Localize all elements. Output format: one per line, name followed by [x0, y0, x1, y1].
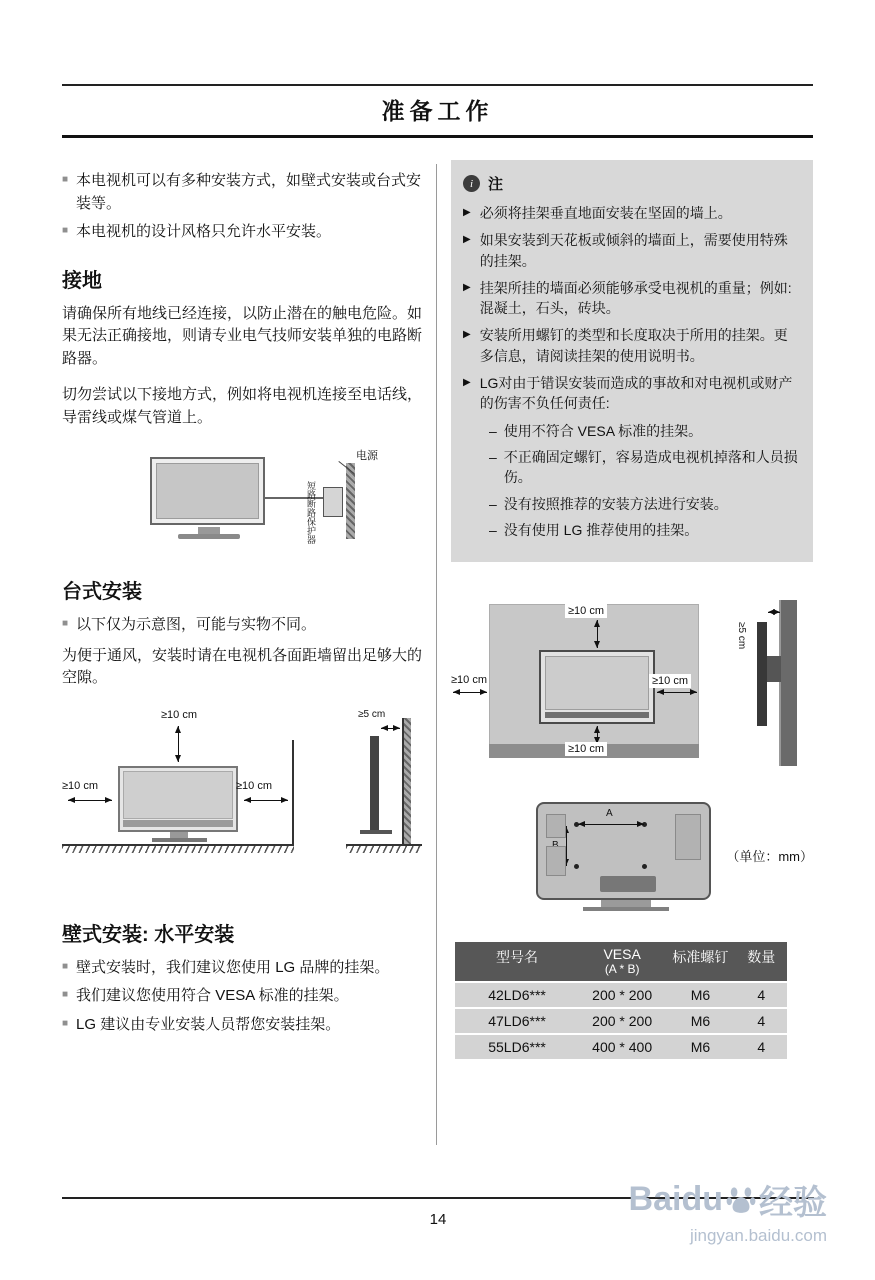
clearance-arrow-right — [244, 800, 288, 801]
cell-model: 42LD6*** — [488, 986, 546, 1003]
content-columns — [62, 160, 813, 1145]
circuit-breaker-box — [323, 487, 343, 517]
cell-qty: 4 — [757, 1038, 766, 1055]
note-item-text: 安装所用螺钉的类型和长度取决于所用的挂架。更多信息，请阅读挂架的使用说明书。 — [479, 327, 788, 364]
note-item — [463, 230, 801, 271]
clearance-label-bottom: ≥10 cm — [565, 742, 607, 756]
clearance-label-side: ≥5 cm — [358, 708, 386, 720]
tv-front-view — [118, 766, 238, 832]
tv-stand-base — [583, 907, 669, 911]
clearance-label-top: ≥10 cm — [161, 708, 197, 721]
arrow-bullet-icon: ▶ — [463, 329, 471, 341]
note-item-text: 必须将挂架垂直地面安装在坚固的墙上。 — [479, 205, 732, 221]
cell-screw: M6 — [690, 1012, 711, 1029]
cell-qty: 4 — [757, 986, 766, 1003]
cell-screw: M6 — [690, 1038, 711, 1055]
list-item-text: 以下仅为示意图，可能与实物不同。 — [76, 616, 317, 633]
arrow-bullet-icon: ▶ — [463, 234, 471, 246]
desktop-paragraph: 为便于通风，安装时请在电视机各面距墙留出足够大的空隙。 — [62, 646, 423, 686]
intro-list — [62, 170, 424, 244]
dash-icon: – — [489, 521, 497, 538]
dash-icon: – — [489, 422, 497, 439]
clearance-label-left: ≥10 cm — [62, 779, 98, 792]
note-box — [451, 160, 813, 562]
list-item-text: 壁式安装时，我们建议您使用 LG 品牌的挂架。 — [76, 958, 390, 976]
column-header-vesa — [579, 942, 665, 981]
cell-screw: M6 — [690, 986, 711, 1003]
square-bullet-icon: ■ — [62, 225, 69, 236]
connector-panel — [600, 876, 656, 892]
clearance-label-side: ≥5 cm — [736, 622, 747, 650]
list-item — [62, 1014, 424, 1037]
breaker-label: 短路断路保护器 — [306, 481, 316, 544]
tv-side-view — [757, 622, 767, 726]
page-title: 准备工作 — [381, 98, 494, 124]
note-item — [463, 278, 801, 319]
tv-screen — [545, 656, 649, 710]
dimension-a-arrow — [578, 824, 644, 825]
unit-label: （单位：mm） — [726, 849, 813, 865]
note-sub-text: 使用不符合 VESA 标准的挂架。 — [503, 422, 703, 439]
grounding-diagram — [62, 443, 424, 555]
clearance-arrow-top — [597, 620, 598, 648]
list-item — [62, 985, 424, 1008]
square-bullet-icon: ■ — [62, 989, 69, 1000]
tv-screen — [156, 463, 259, 519]
info-glyph: i — [469, 177, 474, 190]
wall-mount-diagram — [451, 598, 813, 776]
dimension-a-label: A — [606, 808, 613, 820]
vesa-header-line1: VESA — [603, 946, 641, 963]
clearance-arrow-side — [381, 728, 400, 729]
column-header-screw: 标准螺钉 — [672, 949, 729, 966]
list-item — [62, 957, 424, 980]
vesa-spec-table — [455, 942, 787, 1059]
square-bullet-icon: ■ — [62, 960, 69, 972]
arrow-bullet-icon: ▶ — [463, 281, 471, 293]
table-row — [455, 1007, 787, 1033]
note-sub-item — [489, 494, 801, 514]
list-item-text: 本电视机的设计风格只允许水平安装。 — [76, 223, 332, 240]
note-title: 注 — [488, 176, 504, 193]
tv-speaker-strip — [545, 712, 649, 718]
grounding-paragraph-1: 请确保所有地线已经连接，以防止潜在的触电危险。如果无法正确接地，则请专业电气技师安装单独的电路断路器。 — [62, 304, 423, 367]
vesa-header-line2: (A * B) — [604, 961, 640, 976]
cell-vesa: 200 * 200 — [592, 986, 653, 1003]
note-sub-text: 不正确固定螺钉，容易造成电视机掉落和人员损伤。 — [503, 448, 798, 486]
clearance-label-top: ≥10 cm — [565, 604, 607, 618]
note-sub-text: 没有使用 LG 推荐使用的挂架。 — [503, 521, 699, 538]
side-wall-hatch — [404, 718, 411, 846]
right-wall-line — [292, 740, 294, 846]
rear-panel-detail — [546, 814, 566, 838]
clearance-label-left: ≥10 cm — [451, 674, 487, 687]
note-item-text: LG对由于错误安装而造成的事故和对电视机或财产的伤害不负任何责任: — [479, 375, 793, 412]
tv-screen — [123, 771, 233, 819]
left-column — [62, 160, 424, 1145]
cell-model: 47LD6*** — [488, 1012, 546, 1029]
arrow-bullet-icon: ▶ — [463, 207, 471, 218]
tv-side-stand — [360, 830, 392, 834]
tv-stand-neck — [198, 527, 220, 534]
note-sub-item — [489, 447, 801, 488]
note-item — [463, 373, 801, 414]
column-header-qty: 数量 — [747, 949, 776, 966]
tv-on-wall — [539, 650, 655, 724]
tv-side-view — [370, 736, 379, 830]
tv-front-illustration — [150, 457, 265, 525]
watermark-url: jingyan.baidu.com — [689, 1226, 827, 1245]
list-item-text: LG 建议由专业安装人员帮您安装挂架。 — [76, 1015, 341, 1033]
watermark-brand-right: 经验 — [759, 1184, 827, 1222]
watermark-brand-left: Baidu — [628, 1180, 723, 1218]
list-item-text: 本电视机可以有多种安装方式，如壁式安装或台式安装等。 — [76, 172, 422, 212]
desktop-note-list — [62, 614, 424, 637]
clearance-arrow-left — [68, 800, 112, 801]
clearance-arrow-left — [453, 692, 487, 693]
clearance-arrow-top — [178, 726, 179, 762]
dimension-b-arrow — [566, 826, 567, 866]
rear-panel-detail — [546, 846, 566, 876]
side-wall-bar — [781, 600, 797, 766]
power-label: 电源 — [356, 450, 378, 462]
cell-vesa: 400 * 400 — [592, 1038, 653, 1055]
mount-bracket — [767, 656, 781, 682]
note-header — [463, 173, 801, 194]
cell-qty: 4 — [757, 1012, 766, 1029]
page-number: 14 — [429, 1211, 447, 1228]
vesa-hole — [642, 864, 647, 869]
column-header-model: 型号名 — [496, 949, 539, 966]
tv-stand-neck — [601, 900, 651, 907]
cell-model: 55LD6*** — [488, 1038, 546, 1055]
right-column — [451, 160, 813, 1145]
column-divider — [436, 164, 437, 1145]
note-item — [463, 203, 801, 223]
watermark-brand — [629, 1175, 827, 1224]
list-item — [62, 614, 424, 637]
note-item-text: 如果安装到天花板或倾斜的墙面上，需要使用特殊的挂架。 — [479, 232, 788, 269]
table-row — [455, 981, 787, 1007]
rear-view-diagram — [451, 802, 813, 924]
baidu-watermark — [629, 1175, 827, 1246]
desktop-heading: 台式安装 — [62, 581, 142, 603]
clearance-arrow-right — [657, 692, 697, 693]
clearance-arrow-side — [768, 612, 780, 613]
page-header — [62, 84, 813, 138]
side-floor-hatch — [346, 846, 422, 853]
grounding-heading: 接地 — [62, 269, 102, 292]
square-bullet-icon: ■ — [62, 174, 69, 185]
clearance-label-right: ≥10 cm — [236, 779, 272, 792]
grounding-paragraph-2: 切勿尝试以下接地方式，例如将电视机连接至电话线，导雷线或煤气管道上。 — [62, 386, 423, 426]
tv-speaker-strip — [123, 820, 233, 827]
tv-stand-base — [178, 534, 240, 539]
note-sub-item — [489, 421, 801, 441]
floor-hatch — [62, 846, 294, 853]
arrow-bullet-icon: ▶ — [463, 377, 471, 389]
square-bullet-icon: ■ — [62, 618, 69, 629]
list-item-text: 我们建议您使用符合 VESA 标准的挂架。 — [76, 987, 349, 1004]
dash-icon: – — [489, 495, 497, 512]
table-header-row — [455, 942, 787, 981]
cell-vesa: 200 * 200 — [592, 1012, 653, 1029]
note-item-text: 挂架所挂的墙面必须能够承受电视机的重量；例如:混凝土，石头，砖块。 — [479, 279, 792, 317]
list-item — [62, 221, 424, 244]
rear-panel-detail — [675, 814, 701, 860]
list-item — [62, 170, 424, 215]
dash-icon: – — [489, 448, 497, 465]
info-icon — [463, 175, 480, 192]
note-item — [463, 325, 801, 366]
wall-heading: 壁式安装: 水平安装 — [62, 923, 235, 946]
note-sub-text: 没有按照推荐的安装方法进行安装。 — [503, 495, 728, 512]
baidu-paw-icon — [726, 1185, 756, 1215]
square-bullet-icon: ■ — [62, 1017, 69, 1029]
wall-list — [62, 957, 424, 1037]
tv-stand-base — [152, 838, 207, 842]
desktop-install-diagram — [62, 704, 424, 864]
note-sub-item — [489, 520, 801, 540]
vesa-hole — [574, 864, 579, 869]
tv-rear-view — [536, 802, 711, 900]
clearance-label-right: ≥10 cm — [649, 674, 691, 688]
table-row — [455, 1033, 787, 1059]
